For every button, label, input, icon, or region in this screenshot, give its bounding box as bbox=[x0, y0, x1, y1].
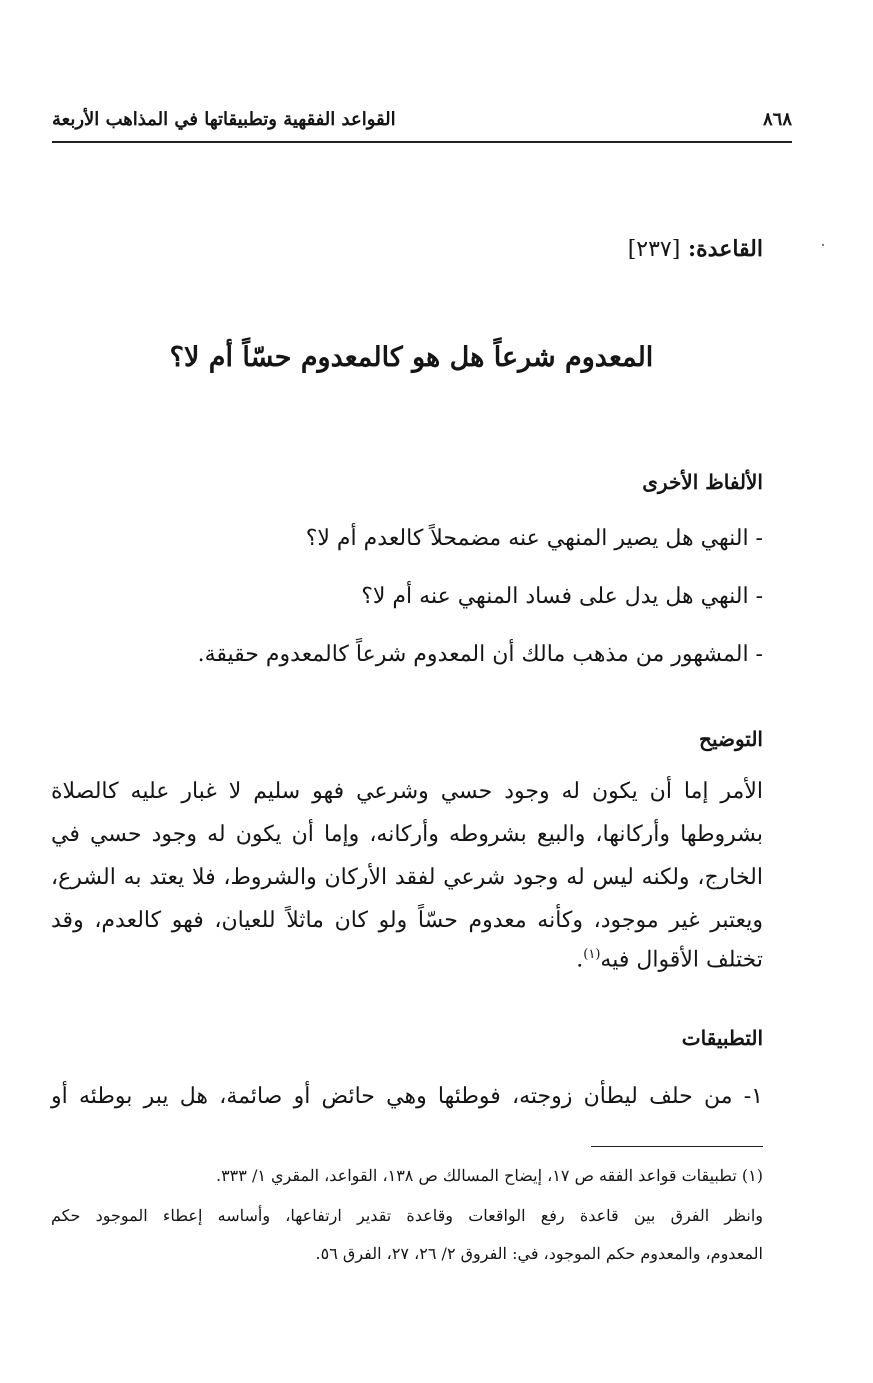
applications-heading: التطبيقات bbox=[681, 1026, 763, 1050]
explanation-line: ويعتبر غير موجود، وكأنه معدوم حسّاً ولو كان ماثلاً للعيان، فهو كالعدم، وقد bbox=[51, 908, 763, 933]
applications-line: ١- من حلف ليطأن زوجته، فوطئها وهي حائض أو صائمة، هل يبر بوطئه أو bbox=[51, 1084, 763, 1109]
explanation-line: تختلف الأقوال فيه bbox=[600, 947, 763, 973]
other-terms-heading: الألفاظ الأخرى bbox=[642, 470, 763, 494]
explanation-line: الخارج، ولكنه ليس له وجود شرعي لفقد الأركان والشروط، فلا يعتد به الشرع، bbox=[51, 865, 763, 890]
footnote-reference[interactable]: (١) bbox=[583, 947, 601, 962]
footnote-line: (١) تطبيقات قواعد الفقه ص ١٧، إيضاح المسالك ص ١٣٨، القواعد، المقري ١/ ٣٣٣. bbox=[215, 1166, 763, 1185]
page-number: ٨٦٨ bbox=[762, 108, 792, 130]
rule-title: المعدوم شرعاً هل هو كالمعدوم حسّاً أم لا؟ bbox=[169, 342, 654, 373]
running-title: القواعد الفقهية وتطبيقاتها في المذاهب الأربعة bbox=[52, 108, 396, 130]
footnote-line: المعدوم، والمعدوم حكم الموجود، في: الفروق ٢/ ٢٦، ٢٧، الفرق ٥٦. bbox=[315, 1244, 763, 1263]
scan-speck bbox=[822, 244, 824, 246]
other-terms-item: - المشهور من مذهب مالك أن المعدوم شرعاً كالمعدوم حقيقة. bbox=[197, 642, 763, 667]
header-divider bbox=[52, 141, 792, 143]
footnote-divider bbox=[591, 1146, 763, 1147]
running-header bbox=[52, 104, 792, 134]
explanation-last-line bbox=[51, 947, 763, 972]
explanation-heading: التوضيح bbox=[699, 727, 763, 751]
other-terms-item: - النهي هل يدل على فساد المنهي عنه أم لا؟ bbox=[361, 584, 763, 609]
explanation-line: بشروطها وأركانها، والبيع بشروطه وأركانه، وإما أن يكون له وجود حسي في bbox=[51, 822, 763, 847]
other-terms-item: - النهي هل يصير المنهي عنه مضمحلاً كالعدم أم لا؟ bbox=[305, 526, 763, 551]
rule-label bbox=[628, 236, 763, 262]
final-period: . bbox=[576, 947, 584, 973]
rule-number: [٢٣٧] bbox=[627, 237, 681, 262]
explanation-line: الأمر إما أن يكون له وجود حسي وشرعي فهو سليم لا غبار عليه كالصلاة bbox=[51, 779, 763, 804]
rule-label-text: القاعدة: bbox=[688, 236, 763, 262]
footnote-line: وانظر الفرق بين قاعدة رفع الواقعات وقاعدة تقدير ارتفاعها، وأساسه إعطاء الموجود حكم bbox=[51, 1206, 763, 1225]
